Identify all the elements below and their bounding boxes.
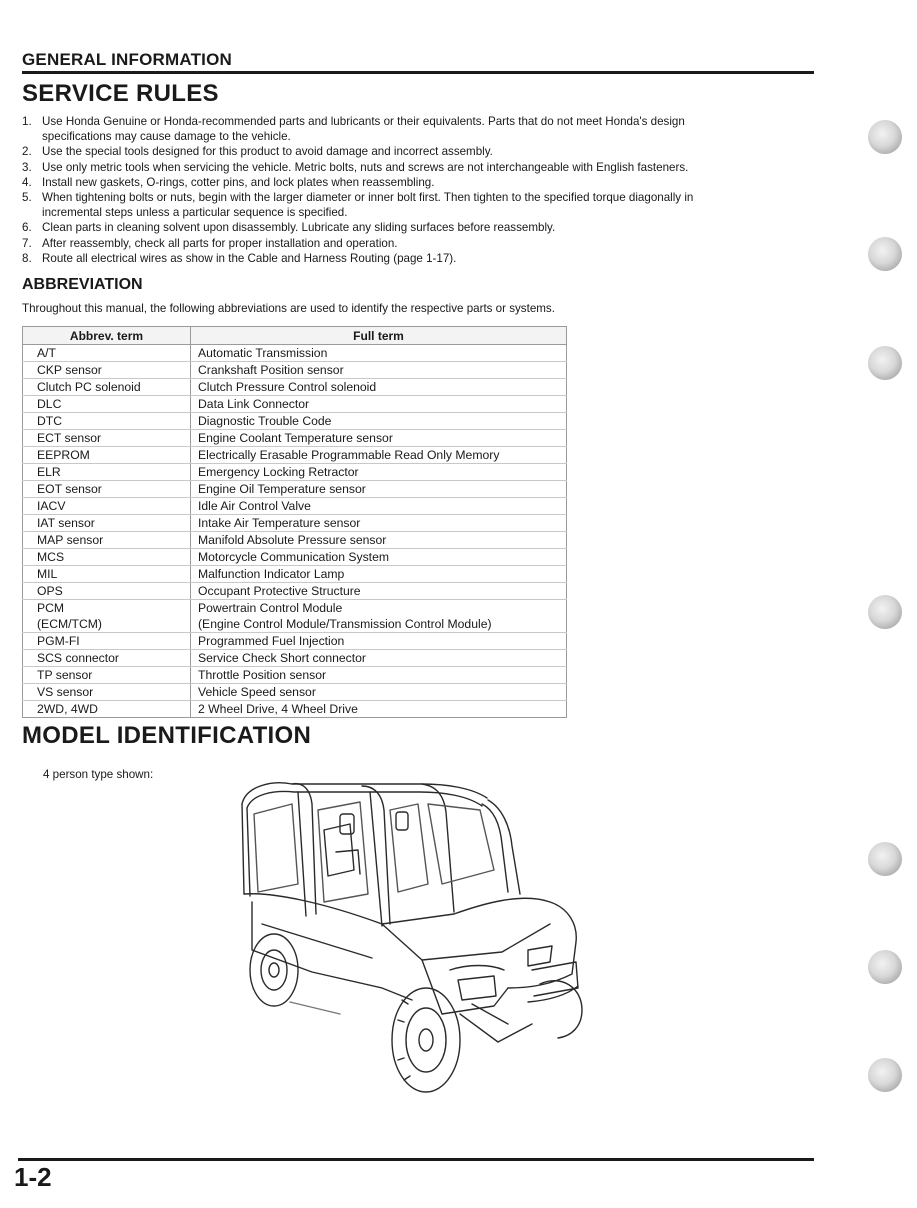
rule-item bbox=[22, 236, 822, 251]
section-header: GENERAL INFORMATION bbox=[22, 50, 814, 74]
abbrev-term-cell bbox=[23, 532, 191, 549]
abbrev-term-cell bbox=[23, 701, 191, 718]
abbrev-term-cell bbox=[23, 583, 191, 600]
cell-text: IAT sensor bbox=[37, 516, 95, 530]
full-term-cell bbox=[191, 481, 567, 498]
rule-item bbox=[22, 251, 822, 266]
rule-text: After reassembly, check all parts for proper installation and operation. bbox=[42, 236, 398, 250]
cell-text: Intake Air Temperature sensor bbox=[198, 516, 361, 530]
table-row bbox=[23, 447, 567, 464]
abbrev-term-cell bbox=[23, 396, 191, 413]
abbreviation-title: ABBREVIATION bbox=[22, 276, 143, 293]
abbrev-term-cell bbox=[23, 345, 191, 362]
rule-item bbox=[22, 220, 822, 235]
cell-text: Throttle Position sensor bbox=[198, 668, 327, 682]
cell-text: Programmed Fuel Injection bbox=[198, 634, 345, 648]
rule-text: Use only metric tools when servicing the vehicle. Metric bolts, nuts and screws are not interchangeable with English fasteners. bbox=[42, 160, 689, 174]
abbrev-term-cell bbox=[23, 549, 191, 566]
rule-text: Use Honda Genuine or Honda-recommended parts and lubricants or their equivalents. Parts that do not meet Honda's design bbox=[42, 115, 685, 128]
service-rules-title: SERVICE RULES bbox=[22, 80, 219, 107]
abbrev-term-cell bbox=[23, 515, 191, 532]
cell-text: Electrically Erasable Programmable Read Only Memory bbox=[198, 448, 500, 462]
table-row bbox=[23, 667, 567, 684]
cell-text: 2WD, 4WD bbox=[37, 702, 98, 716]
page-number: 1-2 bbox=[14, 1162, 52, 1192]
abbreviation-intro: Throughout this manual, the following abbreviations are used to identify the respective parts or systems. bbox=[22, 302, 555, 315]
abbrev-term-cell bbox=[23, 362, 191, 379]
full-term-cell bbox=[191, 549, 567, 566]
cell-text: Crankshaft Position sensor bbox=[198, 363, 344, 377]
rule-number: 3. bbox=[22, 160, 32, 174]
cell-text: Automatic Transmission bbox=[198, 346, 328, 360]
rule-number: 5. bbox=[22, 191, 32, 205]
cell-text: TP sensor bbox=[37, 668, 93, 682]
service-rules-list bbox=[22, 114, 822, 266]
model-identification-title: MODEL IDENTIFICATION bbox=[22, 722, 312, 749]
rule-text: When tightening bolts or nuts, begin with the larger diameter or inner bolt first. Then tighten to the specified torque diagonally in bbox=[42, 191, 694, 205]
cell-text: Engine Coolant Temperature sensor bbox=[198, 431, 393, 445]
table-row bbox=[23, 549, 567, 566]
abbrev-term-cell bbox=[23, 447, 191, 464]
cell-text: Emergency Locking Retractor bbox=[198, 465, 359, 479]
rule-item bbox=[22, 190, 822, 220]
table-row bbox=[23, 379, 567, 396]
full-term-cell bbox=[191, 532, 567, 549]
full-term-cell bbox=[191, 430, 567, 447]
full-term-cell bbox=[191, 667, 567, 684]
table-row bbox=[23, 396, 567, 413]
cell-text: Diagnostic Trouble Code bbox=[198, 414, 332, 428]
abbreviation-table bbox=[22, 326, 567, 718]
full-term-cell bbox=[191, 362, 567, 379]
rule-number: 4. bbox=[22, 175, 32, 189]
cell-text: Manifold Absolute Pressure sensor bbox=[198, 533, 387, 547]
table-row bbox=[23, 430, 567, 447]
rule-text: Install new gaskets, O-rings, cotter pins, and lock plates when reassembling. bbox=[42, 175, 435, 189]
cell-text: Malfunction Indicator Lamp bbox=[198, 567, 345, 581]
cell-text: PCM bbox=[37, 601, 65, 615]
cell-text: Vehicle Speed sensor bbox=[198, 685, 316, 699]
full-term-cell bbox=[191, 345, 567, 362]
vehicle-illustration bbox=[232, 774, 584, 1104]
abbrev-term-cell bbox=[23, 481, 191, 498]
full-term-cell bbox=[191, 566, 567, 583]
cell-text: MIL bbox=[37, 567, 58, 581]
binder-hole bbox=[868, 595, 902, 629]
table-row bbox=[23, 684, 567, 701]
full-term-cell bbox=[191, 464, 567, 481]
cell-text: Motorcycle Communication System bbox=[198, 550, 389, 564]
rule-number: 2. bbox=[22, 145, 32, 159]
rule-text: incremental steps unless a particular sequence is specified. bbox=[42, 206, 348, 220]
table-row bbox=[23, 498, 567, 515]
table-row bbox=[23, 362, 567, 379]
rule-number: 1. bbox=[22, 115, 32, 128]
table-row bbox=[23, 600, 567, 633]
table-header-row bbox=[23, 327, 567, 345]
abbrev-term-cell bbox=[23, 684, 191, 701]
header-full-term: Full term bbox=[191, 327, 567, 345]
full-term-cell bbox=[191, 600, 567, 633]
rule-item bbox=[22, 114, 822, 144]
rule-item bbox=[22, 175, 822, 190]
cell-text: CKP sensor bbox=[37, 363, 102, 377]
cell-text: Occupant Protective Structure bbox=[198, 584, 361, 598]
cell-text: DLC bbox=[37, 397, 62, 411]
cell-text: EEPROM bbox=[37, 448, 90, 462]
full-term-cell bbox=[191, 650, 567, 667]
abbrev-term-cell bbox=[23, 464, 191, 481]
abbrev-term-cell bbox=[23, 430, 191, 447]
cell-text: 2 Wheel Drive, 4 Wheel Drive bbox=[198, 702, 358, 716]
cell-text: IACV bbox=[37, 499, 66, 513]
abbrev-term-cell bbox=[23, 600, 191, 633]
rule-text: Clean parts in cleaning solvent upon disassembly. Lubricate any sliding surfaces before reassembly. bbox=[42, 221, 556, 235]
table-row bbox=[23, 583, 567, 600]
rule-text: Use the special tools designed for this product to avoid damage and incorrect assembly. bbox=[42, 145, 493, 159]
cell-text: A/T bbox=[37, 346, 56, 360]
cell-text: (ECM/TCM) bbox=[37, 617, 102, 631]
cell-text: Idle Air Control Valve bbox=[198, 499, 311, 513]
table-row bbox=[23, 464, 567, 481]
rule-text: specifications may cause damage to the vehicle. bbox=[42, 130, 291, 144]
footer-rule bbox=[18, 1158, 814, 1161]
table-row bbox=[23, 532, 567, 549]
binder-hole bbox=[868, 346, 902, 380]
table-row bbox=[23, 650, 567, 667]
rule-item bbox=[22, 144, 822, 159]
table-row bbox=[23, 515, 567, 532]
model-caption: 4 person type shown: bbox=[43, 768, 154, 781]
cell-text: SCS connector bbox=[37, 651, 119, 665]
cell-text: Clutch PC solenoid bbox=[37, 380, 141, 394]
full-term-cell bbox=[191, 413, 567, 430]
rule-item bbox=[22, 160, 822, 175]
full-term-cell bbox=[191, 515, 567, 532]
full-term-cell bbox=[191, 701, 567, 718]
binder-hole bbox=[868, 120, 902, 154]
cell-text: ECT sensor bbox=[37, 431, 102, 445]
cell-text: MCS bbox=[37, 550, 65, 564]
abbrev-term-cell bbox=[23, 498, 191, 515]
cell-text: EOT sensor bbox=[37, 482, 102, 496]
abbrev-term-cell bbox=[23, 633, 191, 650]
table-row bbox=[23, 701, 567, 718]
rule-number: 7. bbox=[22, 236, 32, 250]
rule-number: 8. bbox=[22, 251, 32, 265]
binder-hole bbox=[868, 950, 902, 984]
table-row bbox=[23, 345, 567, 362]
abbrev-term-cell bbox=[23, 667, 191, 684]
full-term-cell bbox=[191, 583, 567, 600]
abbrev-term-cell bbox=[23, 566, 191, 583]
abbrev-term-cell bbox=[23, 650, 191, 667]
binder-hole bbox=[868, 842, 902, 876]
cell-text: Engine Oil Temperature sensor bbox=[198, 482, 366, 496]
full-term-cell bbox=[191, 684, 567, 701]
cell-text: ELR bbox=[37, 465, 61, 479]
abbrev-term-cell bbox=[23, 413, 191, 430]
cell-text: Service Check Short connector bbox=[198, 651, 366, 665]
cell-text: MAP sensor bbox=[37, 533, 104, 547]
table-row bbox=[23, 413, 567, 430]
full-term-cell bbox=[191, 379, 567, 396]
binder-hole bbox=[868, 1058, 902, 1092]
full-term-cell bbox=[191, 396, 567, 413]
table-row bbox=[23, 633, 567, 650]
cell-text: PGM-FI bbox=[37, 634, 80, 648]
table-row bbox=[23, 481, 567, 498]
cell-text: DTC bbox=[37, 414, 63, 428]
table-row bbox=[23, 566, 567, 583]
rule-number: 6. bbox=[22, 221, 32, 235]
header-abbrev-term: Abbrev. term bbox=[23, 327, 191, 345]
cell-text: VS sensor bbox=[37, 685, 94, 699]
cell-text: (Engine Control Module/Transmission Control Module) bbox=[198, 617, 492, 631]
binder-hole bbox=[868, 237, 902, 271]
full-term-cell bbox=[191, 498, 567, 515]
cell-text: OPS bbox=[37, 584, 63, 598]
rule-text: Route all electrical wires as show in the Cable and Harness Routing (page 1-17). bbox=[42, 251, 457, 265]
full-term-cell bbox=[191, 447, 567, 464]
cell-text: Clutch Pressure Control solenoid bbox=[198, 380, 377, 394]
cell-text: Data Link Connector bbox=[198, 397, 310, 411]
full-term-cell bbox=[191, 633, 567, 650]
abbrev-term-cell bbox=[23, 379, 191, 396]
cell-text: Powertrain Control Module bbox=[198, 601, 343, 615]
